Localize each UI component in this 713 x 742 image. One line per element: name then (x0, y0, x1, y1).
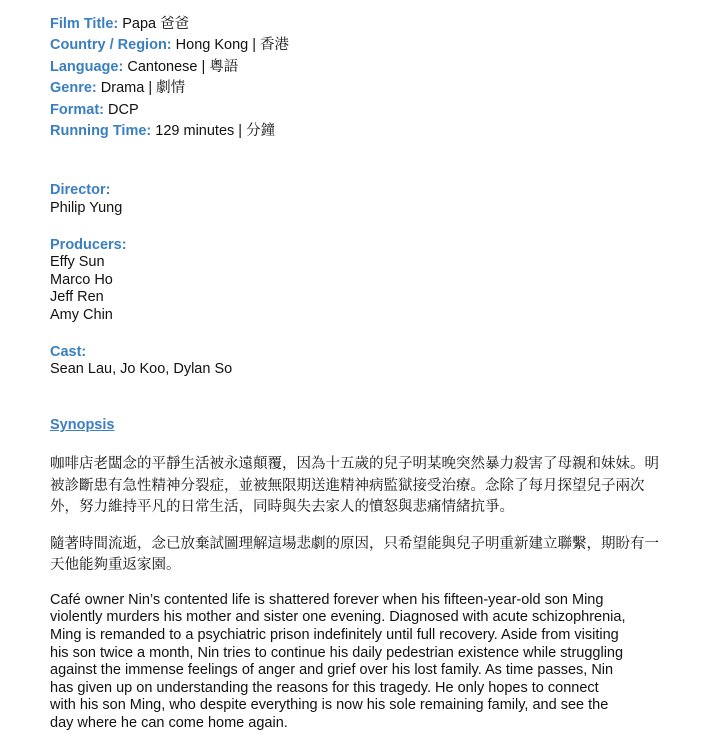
synopsis-en-line: his son twice a month, Nin tries to continue his daily pedestrian existence while struggling (50, 644, 624, 661)
film-info-page (50, 14, 660, 733)
director-label: Director: (50, 182, 111, 199)
producers-label: Producers: (50, 236, 127, 253)
producer-name: Effy Sun (50, 254, 105, 271)
producers-section (50, 237, 660, 325)
cast-label: Cast: (50, 343, 87, 360)
running-time-value: 129 minutes | 分鐘 (155, 123, 276, 140)
country-region-label: Country / Region: (50, 37, 172, 54)
producer-name: Jeff Ren (50, 289, 104, 306)
language-value: Cantonese | 粵語 (127, 58, 239, 75)
film-title-row (50, 14, 660, 35)
format-row (50, 100, 660, 121)
synopsis-link[interactable]: Synopsis (50, 416, 115, 433)
film-title-label: Film Title: (50, 16, 119, 32)
synopsis-zh-paragraph-1: 咖啡店老闆念的平靜生活被永遠顛覆，因為十五歲的兒子明某晚突然暴力殺害了母親和妹妹。明被診斷患有急性精神分裂症，並被無限期送進精神病監獄接受治療。念除了每月探望兒子兩次外，努力維持平凡的日常生活，同時與失去家人的憤怒與悲痛情緒抗爭。 (50, 456, 659, 516)
synopsis-en-line: Ming is remanded to a psychiatric prison indefinitely until full recovery. Aside from visiting (50, 627, 619, 644)
synopsis-zh-paragraph-2: 隨著時間流逝，念已放棄試圖理解這場悲劇的原因，只希望能與兒子明重新建立聯繫，期盼有一天他能夠重返家園。 (50, 535, 659, 574)
country-region-row (50, 35, 660, 56)
genre-row (50, 78, 660, 99)
format-value: DCP (108, 101, 139, 118)
genre-value: Drama | 劇情 (100, 80, 186, 97)
synopsis-en-line: against the immense feelings of anger and grief over his lost family. As time passes, Nin (50, 662, 614, 679)
director-section (50, 182, 660, 217)
genre-label: Genre: (50, 80, 97, 97)
language-label: Language: (50, 58, 124, 75)
synopsis-en-line: Café owner Nin’s contented life is shattered forever when his fifteen-year-old son Ming (50, 591, 604, 608)
synopsis-heading (50, 416, 660, 435)
synopsis-en-paragraph (50, 592, 660, 733)
format-label: Format: (50, 101, 104, 118)
language-row (50, 57, 660, 78)
film-title-value: Papa 爸爸 (122, 16, 190, 32)
producer-name: Marco Ho (50, 271, 113, 288)
running-time-label: Running Time: (50, 123, 152, 140)
synopsis-en-line: violently murders his mother and sister one evening. Diagnosed with acute schizophrenia, (50, 609, 626, 626)
cast-section (50, 344, 660, 379)
synopsis-en-line: has given up on understanding the reasons for this tragedy. He only hopes to connect (50, 679, 599, 696)
producer-name: Amy Chin (50, 307, 113, 323)
cast-names: Sean Lau, Jo Koo, Dylan So (50, 361, 233, 378)
director-name: Philip Yung (50, 200, 123, 217)
synopsis-en-line: day where he can come home again. (50, 715, 288, 732)
running-time-row (50, 121, 660, 142)
film-details (50, 14, 660, 142)
country-region-value: Hong Kong | 香港 (175, 37, 290, 54)
synopsis-en-line: with his son Ming, who despite everything is now his sole remaining family, and see the (50, 697, 609, 714)
